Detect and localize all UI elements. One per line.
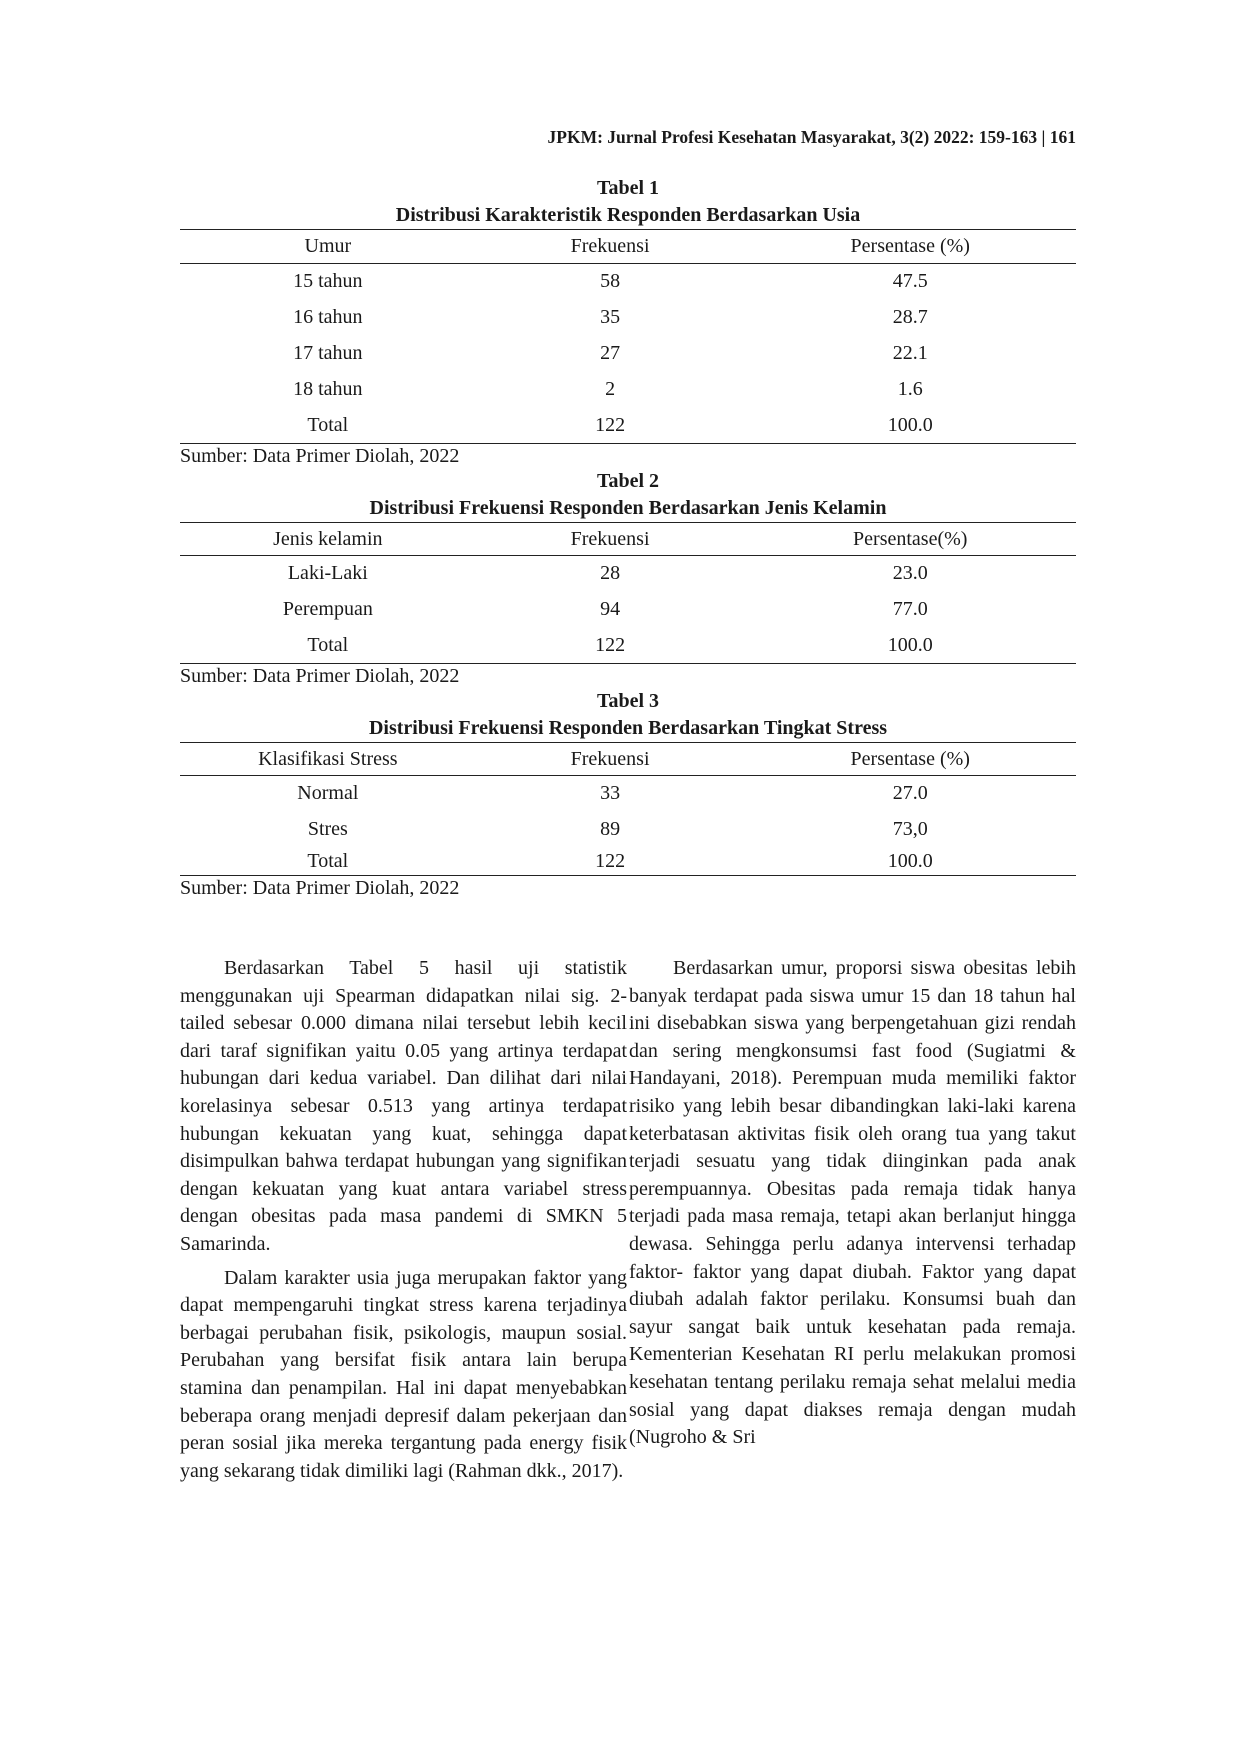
table-cell: 35 xyxy=(600,306,621,328)
left-column xyxy=(180,955,627,1485)
table-cell: 28 xyxy=(600,562,621,585)
table-row xyxy=(180,776,1076,812)
column-header: Umur xyxy=(304,235,352,257)
table-row xyxy=(180,592,1076,628)
column-header: Frekuensi xyxy=(570,747,650,770)
table-cell: 94 xyxy=(600,598,621,620)
body-text xyxy=(180,955,1076,1485)
table-cell: 89 xyxy=(600,818,621,840)
table-cell: 33 xyxy=(600,782,621,805)
table-age-distribution xyxy=(180,229,1076,444)
paragraph: Berdasarkan umur, proporsi siswa obesitas lebih banyak terdapat pada siswa umur 15 dan 18 tahun hal ini disebabkan siswa yang berpengetahuan gizi rendah dan sering mengkonsumsi fast food (Sugiatmi & Handayani, 2018). Perempuan muda memiliki faktor risiko yang lebih besar dibandingkan laki-laki karena keterbatasan aktivitas fisik oleh orang tua yang takut terjadi sesuatu yang tidak diinginkan pada anak perempuannya. Obesitas pada remaja tidak hanya terjadi pada masa remaja, tetapi akan berlanjut hingga dewasa. Sehingga perlu adanya intervensi terhadap faktor- faktor yang dapat diubah. Faktor yang dapat diubah adalah faktor perilaku. Konsumsi buah dan sayur sangat baik untuk kesehatan pada remaja. Kementerian Kesehatan RI perlu melakukan promosi kesehatan tentang perilaku remaja sehat melalui media sosial yang dapat diakses remaja dengan mudah (Nugroho & Sri xyxy=(629,957,1076,1449)
table-row-total xyxy=(180,408,1076,444)
table-block-2 xyxy=(180,468,1076,688)
table-cell: Total xyxy=(307,633,349,656)
table-cell: 15 tahun xyxy=(293,270,363,293)
table-cell: 23.0 xyxy=(892,562,928,585)
table-cell: 122 xyxy=(595,413,626,436)
table-cell: 73,0 xyxy=(892,818,928,840)
paragraph: Berdasarkan Tabel 5 hasil uji statistik menggunakan uji Spearman didapatkan nilai sig. 2-tailed sebesar 0.000 dimana nilai tersebut lebih kecil dari taraf signifikan yaitu 0.05 yang artinya terdapat hubungan dari kedua variabel. Dan dilihat dari nilai korelasinya sebesar 0.513 yang artinya terdapat hubungan kekuatan yang kuat, sehingga dapat disimpulkan bahwa terdapat hubungan yang signifikan dengan kekuatan yang kuat antara variabel stress dengan obesitas pada masa pandemi di SMKN 5 Samarinda. xyxy=(180,957,627,1255)
table-cell: Perempuan xyxy=(282,598,373,620)
table-cell: 122 xyxy=(595,849,626,872)
table-source: Sumber: Data Primer Diolah, 2022 xyxy=(180,665,460,687)
tables-section xyxy=(180,175,1076,900)
column-header: Frekuensi xyxy=(570,527,650,550)
table-label: Tabel 1 xyxy=(596,177,660,199)
table-cell: 27.0 xyxy=(892,782,928,805)
table-cell: 58 xyxy=(600,270,621,293)
table-cell: Normal xyxy=(297,782,359,805)
table-label: Tabel 2 xyxy=(596,470,660,492)
table-label: Tabel 3 xyxy=(596,690,660,712)
table-cell: Total xyxy=(307,849,349,872)
table-block-1 xyxy=(180,175,1076,468)
table-row xyxy=(180,812,1076,848)
table-header-row xyxy=(180,230,1076,264)
table-cell: 17 tahun xyxy=(293,342,363,364)
table-row xyxy=(180,300,1076,336)
table-cell: 122 xyxy=(595,633,626,656)
table-cell: 28.7 xyxy=(892,306,928,328)
table-cell: 27 xyxy=(600,342,621,364)
table-row xyxy=(180,336,1076,372)
table-header-row xyxy=(180,523,1076,556)
table-cell: 77.0 xyxy=(892,598,928,620)
table-cell: 1.6 xyxy=(897,378,923,400)
table-cell: Total xyxy=(307,413,349,436)
table-cell: 100.0 xyxy=(887,633,933,656)
table-block-3 xyxy=(180,688,1076,900)
table-row xyxy=(180,372,1076,408)
table-cell: 2 xyxy=(605,378,616,400)
table-cell: 16 tahun xyxy=(293,306,363,328)
table-title: Distribusi Karakteristik Responden Berdasarkan Usia xyxy=(395,204,861,226)
column-header: Persentase (%) xyxy=(850,747,970,770)
table-cell: 100.0 xyxy=(887,849,933,872)
column-header: Jenis kelamin xyxy=(273,527,383,550)
table-cell: 100.0 xyxy=(887,413,933,436)
table-source: Sumber: Data Primer Diolah, 2022 xyxy=(180,877,460,899)
table-cell: 18 tahun xyxy=(293,378,363,400)
table-cell: 22.1 xyxy=(892,342,928,364)
column-header: Persentase(%) xyxy=(853,527,968,550)
table-source: Sumber: Data Primer Diolah, 2022 xyxy=(180,445,460,467)
table-stress-distribution xyxy=(180,742,1076,876)
table-cell: Laki-Laki xyxy=(287,562,368,585)
table-gender-distribution xyxy=(180,522,1076,664)
column-header: Persentase (%) xyxy=(850,235,970,257)
column-header: Frekuensi xyxy=(570,235,650,257)
table-row-total xyxy=(180,628,1076,664)
running-header: JPKM: Jurnal Profesi Kesehatan Masyarakat, 3(2) 2022: 159-163 | 161 xyxy=(547,127,1076,147)
table-header-row xyxy=(180,743,1076,776)
right-column xyxy=(629,955,1076,1485)
table-cell: Stres xyxy=(307,818,348,840)
column-header: Klasifikasi Stress xyxy=(258,747,398,770)
paragraph: Dalam karakter usia juga merupakan faktor yang dapat mempengaruhi tingkat stress karena terjadinya berbagai perubahan fisik, psikologis, maupun sosial. Perubahan yang bersifat fisik antara lain berupa stamina dan penampilan. Hal ini dapat menyebabkan beberapa orang menjadi depresif dalam pekerjaan dan peran sosial jika mereka tergantung pada energy fisik yang sekarang tidak dimiliki lagi (Rahman dkk., 2017). xyxy=(180,1266,627,1482)
table-row xyxy=(180,264,1076,300)
table-title: Distribusi Frekuensi Responden Berdasarkan Jenis Kelamin xyxy=(369,497,887,519)
table-title: Distribusi Frekuensi Responden Berdasarkan Tingkat Stress xyxy=(368,717,888,739)
table-row-total xyxy=(180,848,1076,876)
table-row xyxy=(180,556,1076,592)
table-cell: 47.5 xyxy=(892,270,928,293)
